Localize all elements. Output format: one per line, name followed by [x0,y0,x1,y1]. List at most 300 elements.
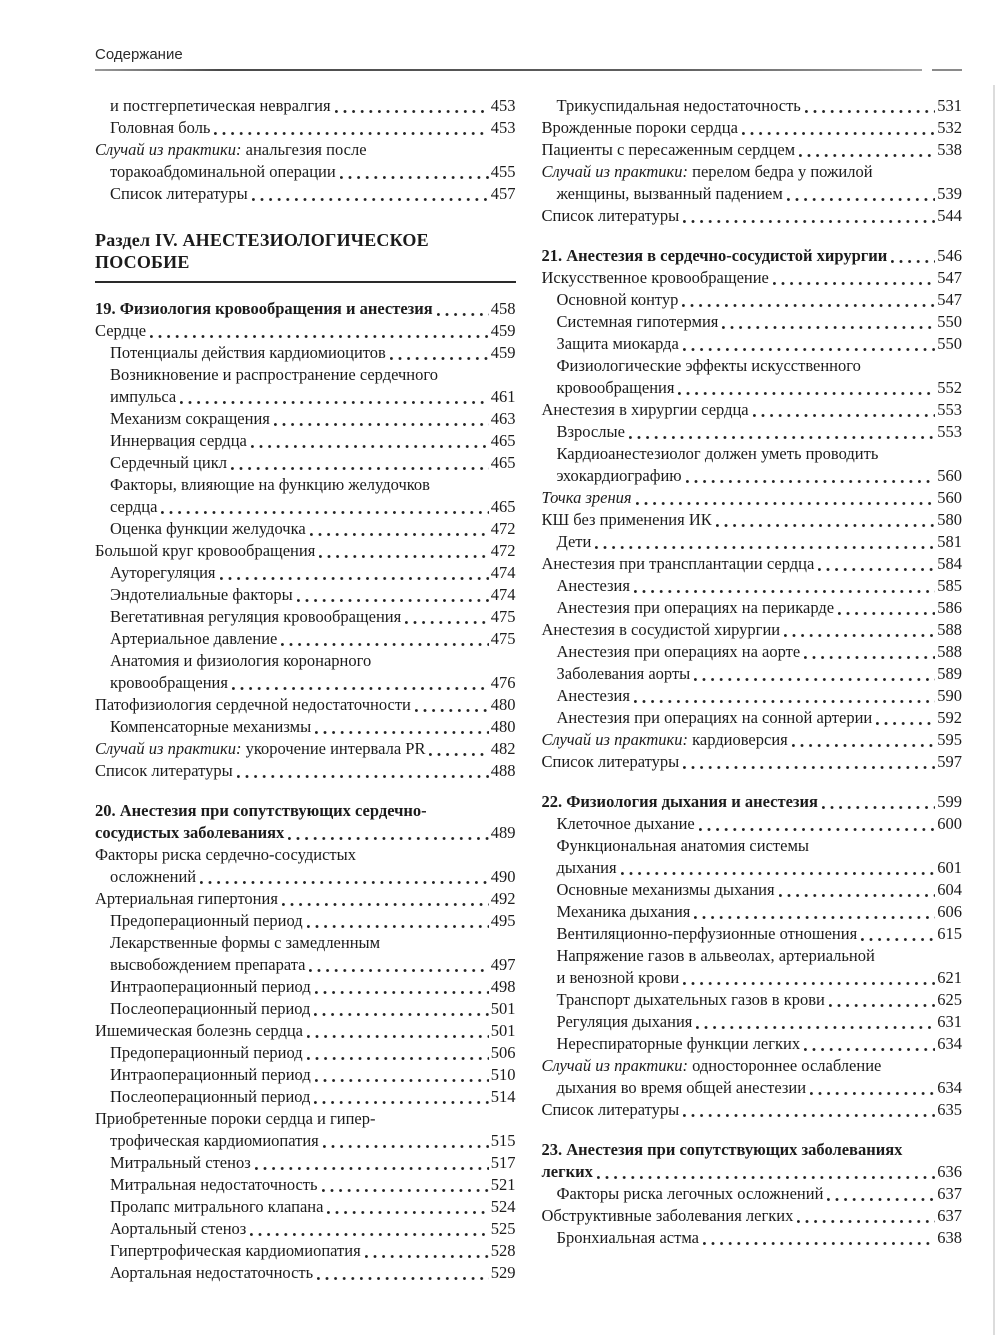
dot-leader [200,881,489,884]
toc-entry-title: дыхания [556,858,617,877]
toc-entry-line [95,694,516,716]
toc-entry [95,844,516,888]
toc-entry-line [557,663,963,685]
page-number: 581 [937,532,962,551]
header-rule [95,69,962,71]
dot-leader [232,687,489,690]
toc-entry-title: Случай из практики: перелом бедра у пожилой [541,162,873,181]
toc-entry-title: женщины, вызванный падением [556,184,783,203]
toc-entry-title: Оценка функции желудочка [110,518,306,538]
toc-entry-title: Регуляция дыхания [556,1012,693,1031]
dot-leader [237,775,489,778]
toc-entry [542,597,963,619]
dot-leader [694,678,935,681]
toc-entry-title: Факторы риска сердечно-сосудистых [95,844,356,864]
dot-leader [310,533,489,536]
toc-entry-line [95,822,516,844]
page-number: 590 [937,686,962,705]
dot-leader [251,445,489,448]
page-number: 621 [937,968,962,987]
toc-entry-title: и венозной крови [556,968,680,987]
toc-entry-title: Потенциалы действия кардиомиоцитов [110,342,386,362]
toc-entry-title: Взрослые [556,422,625,441]
toc-entry-title: высвобождением препарата [110,954,306,974]
toc-entry-title: Случай из практики: одностороннее ослабление [541,1056,882,1075]
toc-entry [542,355,963,399]
toc-chapter-entry [542,1139,963,1183]
toc-entry-title: Список литературы [541,752,680,771]
toc-entry-line [95,1020,516,1042]
toc-entry-title: Митральная недостаточность [110,1174,318,1194]
dot-leader [722,326,935,329]
toc-entry [542,923,963,945]
toc-entry-line [542,1205,963,1227]
toc-entry-line [557,879,963,901]
toc-chapter-entry [95,298,516,320]
toc-entry [542,707,963,729]
dot-leader [317,1277,489,1280]
page-number: 635 [937,1100,962,1119]
toc-entry [95,430,516,452]
page-number: 636 [937,1162,962,1181]
toc-entry-title: Напряжение газов в альвеолах, артериальной [556,946,875,965]
page-number: 480 [490,694,516,714]
page-number: 625 [937,990,962,1009]
toc-entry-line [110,716,516,738]
toc-entry-line [110,1174,516,1196]
page-number: 525 [490,1218,516,1238]
page-number: 458 [490,298,516,318]
toc-entry-lead: Случай из практики: [95,738,242,758]
page-number: 532 [937,118,962,137]
page-number: 584 [937,554,962,573]
dot-leader [307,1035,489,1038]
toc-entry-line [557,597,963,619]
toc-entry-title: Послеоперационный период [110,998,311,1018]
page-number: 474 [490,584,516,604]
toc-entry-title: 22. Физиология дыхания и анестезия [541,792,818,811]
dot-leader [876,722,935,725]
dot-leader [636,502,936,505]
toc-entry-line [110,430,516,452]
dot-leader [805,110,935,113]
toc-entry [542,619,963,641]
dot-leader [161,511,488,514]
dot-leader [150,335,489,338]
page-number: 637 [937,1206,962,1225]
dot-leader [678,392,935,395]
toc-entry-line [110,1042,516,1064]
toc-entry [95,474,516,518]
page-number: 465 [490,430,516,450]
page-number: 475 [490,628,516,648]
dot-leader [335,110,489,113]
page-number: 637 [937,1184,962,1203]
toc-entry [95,760,516,782]
dot-leader [694,916,935,919]
toc-entry [95,932,516,976]
toc-entry [95,1020,516,1042]
page-number: 514 [490,1086,516,1106]
toc-entry-title: кровообращения [556,378,675,397]
toc-entry-line [557,333,963,355]
toc-entry-title: Предоперационный период [110,910,303,930]
toc-entry [95,562,516,584]
toc-entry-line [110,932,516,954]
toc-entry [95,408,516,430]
toc-entry-line [542,1077,963,1099]
page-number: 604 [937,880,962,899]
toc-entry [542,1033,963,1055]
dot-leader [405,621,489,624]
toc-entry-title: Основные механизмы дыхания [556,880,775,899]
toc-entry-title: Анатомия и физиология коронарного [110,650,372,670]
page-number: 560 [937,488,962,507]
toc-entry [95,716,516,738]
dot-leader [804,656,935,659]
dot-leader [322,1189,489,1192]
dot-leader [255,1167,489,1170]
toc-entry [95,117,516,139]
toc-entry-line [557,685,963,707]
dot-leader [180,401,489,404]
toc-entry-line [542,729,963,751]
page-number: 634 [937,1034,962,1053]
toc-entry [95,650,516,694]
toc-entry-line [542,1055,963,1077]
page-number: 465 [490,452,516,472]
toc-entry-title: Митральный стеноз [110,1152,251,1172]
toc-entry-line [110,584,516,606]
page-number: 453 [490,118,516,137]
toc-entry-line [110,954,516,976]
toc-entry-line [95,844,516,866]
toc-entry [542,333,963,355]
page-number: 553 [937,400,962,419]
page-number: 588 [937,642,962,661]
page-number: 553 [937,422,962,441]
toc-entry-title: Аортальный стеноз [110,1218,247,1238]
toc-entry-line [557,421,963,443]
toc-columns [95,95,962,1284]
toc-entry-line [557,923,963,945]
toc-entry-line [110,562,516,584]
page-number: 498 [490,976,516,996]
page-number: 489 [490,822,516,842]
toc-entry [95,540,516,562]
page-number: 580 [937,510,962,529]
toc-entry-lead: Случай из практики: [541,1056,688,1075]
toc-entry-line [542,205,963,227]
page-number: 560 [937,466,962,485]
toc-entry-line [110,452,516,474]
dot-leader [315,991,489,994]
toc-entry [542,1205,963,1227]
toc-entry-title: Анестезия [556,576,630,595]
toc-column-left [95,95,516,1284]
toc-entry-line [110,998,516,1020]
toc-entry-line [110,518,516,540]
page-number: 524 [490,1196,516,1216]
dot-leader [429,753,488,756]
toc-entry [95,628,516,650]
page-number: 538 [937,140,962,159]
page-number: 472 [490,540,516,560]
toc-entry [542,443,963,487]
toc-entry [95,998,516,1020]
toc-entry-title: Факторы риска легочных осложнений [556,1184,824,1203]
toc-entry-title: Пролапс митрального клапана [110,1196,324,1216]
toc-entry-line [542,245,963,267]
dot-leader [799,154,935,157]
toc-entries-block [542,791,963,1121]
page-number: 472 [490,518,516,538]
scan-edge-artifact [993,85,995,1335]
toc-entry-line [95,1130,516,1152]
dot-leader [629,436,935,439]
toc-entry [542,509,963,531]
page-number: 476 [490,672,516,692]
toc-entry [542,139,963,161]
page-number: 492 [490,888,516,908]
toc-entry-title: Сердце [95,320,147,340]
toc-entry [542,813,963,835]
toc-entry-line [110,364,516,386]
page-number: 510 [490,1064,516,1084]
toc-entry [95,1262,516,1284]
toc-entry-line [557,641,963,663]
toc-entry-line [542,487,963,509]
toc-entry-line [542,161,963,183]
toc-entry-line [542,791,963,813]
toc-entry [542,1099,963,1121]
dot-leader [716,524,936,527]
toc-entry-title: Бронхиальная астма [556,1228,699,1247]
toc-entry-title: Артериальное давление [110,628,278,648]
dot-leader [214,132,488,135]
toc-entry [95,888,516,910]
section-title: Раздел IV. АНЕСТЕЗИОЛОГИЧЕСКОЕ ПОСОБИЕ [95,230,429,272]
page-number: 529 [490,1262,516,1282]
toc-entry-title: Послеоперационный период [110,1086,311,1106]
dot-leader [319,555,488,558]
toc-entry [95,738,516,760]
toc-entry-title: Заболевания аорты [556,664,691,683]
toc-entries-block [542,245,963,773]
toc-entry [95,1042,516,1064]
toc-entry-title: Механизм сокращения [110,408,270,428]
dot-leader [634,590,935,593]
toc-entry [542,289,963,311]
toc-entry-line [110,1064,516,1086]
page-number: 459 [490,320,516,340]
toc-entry [542,161,963,205]
page-number: 615 [937,924,962,943]
page-number: 547 [937,268,962,287]
toc-entry-title: Анестезия в хирургии сердца [541,400,749,419]
toc-entry-line [557,289,963,311]
toc-entry-line [95,540,516,562]
toc-entry-lead: Случай из практики: [541,162,688,181]
toc-entry [542,311,963,333]
toc-entry-title: Список литературы [95,760,233,780]
toc-entry [95,1064,516,1086]
toc-entry-title: 21. Анестезия в сердечно-сосудистой хирургии [541,246,888,265]
toc-entry-title: Лекарственные формы с замедленным [110,932,381,952]
dot-leader [818,568,935,571]
dot-leader [314,1101,488,1104]
toc-entry-line [557,443,963,465]
toc-entry [95,183,516,205]
toc-entry-title: сосудистых заболеваниях [95,822,285,842]
toc-entry-title: Возникновение и распространение сердечного [110,364,438,384]
toc-entry-line [557,377,963,399]
toc-entry [542,95,963,117]
toc-entry-title: 23. Анестезия при сопутствующих заболеваниях [541,1140,903,1159]
page-number: 550 [937,312,962,331]
toc-entry [95,1218,516,1240]
dot-leader [274,423,489,426]
toc-entry [542,901,963,923]
page-number: 544 [937,206,962,225]
toc-entry [542,945,963,989]
toc-entry-line [557,355,963,377]
toc-entry-title: Ишемическая болезнь сердца [95,1020,303,1040]
toc-entry-line [557,95,963,117]
page-number: 455 [490,162,516,181]
dot-leader [315,731,489,734]
page-number: 521 [490,1174,516,1194]
toc-entry-title: Факторы, влияющие на функцию желудочков [110,474,430,494]
toc-entry-title: кровообращения [110,672,228,692]
dot-leader [810,1092,935,1095]
toc-entry-line [95,161,516,183]
toc-entry-line [110,1086,516,1108]
toc-entry-lead: Случай из практики: [541,730,688,749]
toc-entry [542,879,963,901]
page-number: 459 [490,342,516,362]
toc-entry-line [542,399,963,421]
dot-leader [220,577,489,580]
contents-header-title: Содержание [95,46,183,63]
toc-entry-title: Случай из практики: кардиоверсия [541,730,788,749]
page-number: 517 [490,1152,516,1172]
dot-leader [309,969,488,972]
dot-leader [797,1220,935,1223]
toc-entry-title: дыхания во время общей анестезии [556,1078,807,1097]
dot-leader [683,348,935,351]
toc-entry-line [110,1240,516,1262]
page-number: 515 [490,1130,516,1150]
toc-entry-title: Защита миокарда [556,334,679,353]
toc-entry [542,531,963,553]
dot-leader [829,1004,935,1007]
page-number: 550 [937,334,962,353]
toc-entry-title: Дети [556,532,592,551]
toc-entry [95,1152,516,1174]
toc-entry-title: и постгерпетическая невралгия [110,96,331,115]
toc-entry-line [557,1183,963,1205]
toc-entry-line [557,575,963,597]
dot-leader [753,414,936,417]
toc-entry-line [542,139,963,161]
toc-entries-block [542,95,963,227]
toc-entry-title: Большой круг кровообращения [95,540,316,560]
toc-entry-title: Трикуспидальная недостаточность [556,96,801,115]
toc-entry-line [542,1161,963,1183]
toc-entry [542,989,963,1011]
dot-leader [437,313,489,316]
toc-entry-title: Эндотелиальные факторы [110,584,293,604]
toc-entry-title: эхокардиографию [556,466,682,485]
toc-entry [95,1240,516,1262]
toc-entry-title: Обструктивные заболевания легких [541,1206,794,1225]
dot-leader [250,1233,488,1236]
page-number: 497 [490,954,516,974]
toc-entry-line [110,672,516,694]
toc-entry-title: Патофизиология сердечной недостаточности [95,694,411,714]
dot-leader [621,872,936,875]
dot-leader [683,766,935,769]
dot-leader [281,643,488,646]
dot-leader [891,260,935,263]
dot-leader [315,1079,489,1082]
toc-entry-title: Артериальная гипертония [95,888,278,908]
toc-entry-title: Список литературы [110,184,248,203]
toc-entry [95,320,516,342]
section-heading-block [95,229,516,283]
toc-entry [542,421,963,443]
toc-entry-line [557,901,963,923]
page-number: 531 [937,96,962,115]
toc-entry-line [557,1227,963,1249]
page-number: 475 [490,606,516,626]
page-number: 461 [490,386,516,406]
toc-entry-title: Интраоперационный период [110,976,311,996]
toc-entry-line [557,989,963,1011]
toc-entry-title: Анестезия в сосудистой хирургии [541,620,781,639]
toc-entry-title: Ауторегуляция [110,562,216,582]
toc-entry-lead: Случай из практики: [95,140,242,159]
toc-entry-line [110,342,516,364]
toc-entry-line [557,1011,963,1033]
toc-entry-title: Основной контур [556,290,679,309]
dot-leader [827,1198,935,1201]
dot-leader [390,357,489,360]
dot-leader [682,304,935,307]
toc-entry-title: Случай из практики: укорочение интервала PR [95,738,426,758]
toc-entry-title: 20. Анестезия при сопутствующих сердечно- [95,800,427,820]
toc-entry [542,267,963,289]
toc-entry-line [110,1196,516,1218]
dot-leader [773,282,935,285]
toc-entry-line [95,1108,516,1130]
dot-leader [307,925,489,928]
toc-chapter-entry [95,800,516,844]
page-number: 490 [490,866,516,886]
page-number: 595 [937,730,962,749]
toc-entry [95,1174,516,1196]
toc-entries-block [95,298,516,782]
toc-entry-line [542,1099,963,1121]
toc-entry-title: импульса [110,386,177,406]
toc-entry-line [110,386,516,408]
page-number: 547 [937,290,962,309]
toc-entry-title: Анестезия при трансплантации сердца [541,554,815,573]
toc-entry [542,117,963,139]
toc-entry-line [557,531,963,553]
toc-entry [95,976,516,998]
